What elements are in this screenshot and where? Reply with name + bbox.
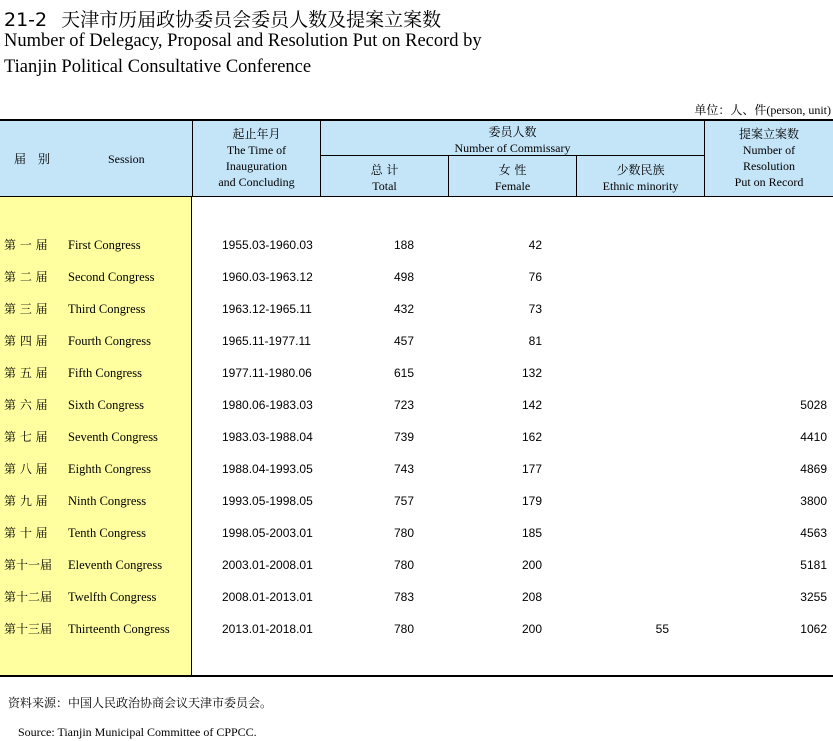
cell-female: 81: [528, 334, 542, 348]
table-top-border: [0, 119, 833, 121]
table-row: [0, 237, 833, 269]
cell-total: 723: [393, 398, 414, 412]
header-time: [193, 126, 320, 190]
cell-session-cn: 第十一届: [4, 558, 53, 572]
header-female: [449, 162, 576, 194]
unit-en: (person, unit): [766, 103, 831, 117]
cell-female: 142: [521, 398, 542, 412]
cell-period: 1988.04-1993.05: [222, 462, 313, 476]
source-en: Source: Tianjin Municipal Committee of CPPCC.: [18, 725, 257, 739]
cell-session-cn: 第 九 届: [4, 494, 48, 508]
cell-session-en: First Congress: [68, 238, 141, 252]
table-row: [0, 365, 833, 397]
cell-total: 783: [393, 590, 414, 604]
page-title-cn: [4, 5, 441, 32]
header-time-en2: Inauguration: [225, 159, 288, 173]
cell-session-en: Sixth Congress: [68, 398, 145, 412]
cell-female: 42: [528, 238, 542, 252]
cell-period: 1955.03-1960.03: [222, 238, 313, 252]
header-proposal-cn: 提案立案数: [738, 127, 799, 141]
table-number: 21-2: [4, 9, 48, 31]
cell-proposal: 4410: [800, 430, 827, 444]
table-row: [0, 525, 833, 557]
cell-period: 2013.01-2018.01: [222, 622, 313, 636]
cell-total: 743: [393, 462, 414, 476]
cell-period: 1980.06-1983.03: [222, 398, 313, 412]
header-commissary: [321, 124, 704, 156]
cell-session-en: Third Congress: [68, 302, 146, 316]
cell-session-en: Eleventh Congress: [68, 558, 163, 572]
header-female-en: Female: [494, 179, 531, 193]
cell-total: 432: [393, 302, 414, 316]
cell-session-cn: 第 七 届: [4, 430, 48, 444]
cell-period: 1983.03-1988.04: [222, 430, 313, 444]
table-row: [0, 397, 833, 429]
cell-total: 780: [393, 558, 414, 572]
cell-proposal: 1062: [800, 622, 827, 636]
page-title-en-line1: Number of Delegacy, Proposal and Resolution Put on Record by: [4, 31, 482, 51]
cell-total: 188: [393, 238, 414, 252]
table-row: [0, 461, 833, 493]
cell-female: 179: [521, 494, 542, 508]
cell-session-cn: 第 四 届: [4, 334, 48, 348]
cell-session-cn: 第 五 届: [4, 366, 48, 380]
cell-session-cn: 第十三届: [4, 622, 53, 636]
table-row: [0, 557, 833, 589]
cell-total: 457: [393, 334, 414, 348]
header-total-en: Total: [372, 179, 397, 193]
cell-female: 208: [521, 590, 542, 604]
cell-proposal: 3255: [800, 590, 827, 604]
header-ethnic-cn: 少数民族: [616, 163, 665, 177]
header-session-en: Session: [108, 152, 145, 166]
header-ethnic-en: Ethnic minority: [602, 179, 679, 193]
cell-session-cn: 第 八 届: [4, 462, 48, 476]
table-bottom-border: [0, 675, 833, 677]
cell-female: 185: [521, 526, 542, 540]
unit-label: [694, 101, 831, 118]
source-cn: 资料来源：中国人民政治协商会议天津市委员会。: [8, 696, 273, 710]
cell-session-cn: 第 三 届: [4, 302, 48, 316]
cell-female: 177: [521, 462, 542, 476]
cell-session-en: Seventh Congress: [68, 430, 158, 444]
table-row: [0, 333, 833, 365]
cell-total: 757: [393, 494, 414, 508]
header-commissary-cn: 委员人数: [488, 125, 537, 139]
cell-session-en: Tenth Congress: [68, 526, 146, 540]
table-row: [0, 269, 833, 301]
cell-proposal: 4869: [800, 462, 827, 476]
cell-female: 200: [521, 622, 542, 636]
header-proposal: [705, 126, 833, 190]
header-proposal-en3: Put on Record: [734, 175, 804, 189]
cell-female: 162: [521, 430, 542, 444]
cell-total: 739: [393, 430, 414, 444]
cell-session-en: Thirteenth Congress: [68, 622, 170, 636]
cell-session-en: Twelfth Congress: [68, 590, 157, 604]
cell-period: 1993.05-1998.05: [222, 494, 313, 508]
cell-session-en: Fourth Congress: [68, 334, 151, 348]
cell-total: 615: [393, 366, 414, 380]
cell-session-cn: 第 六 届: [4, 398, 48, 412]
header-time-en1: The Time of: [226, 143, 287, 157]
cell-session-en: Second Congress: [68, 270, 155, 284]
cell-period: 1963.12-1965.11: [222, 302, 312, 316]
cell-total: 780: [393, 526, 414, 540]
cell-period: 1977.11-1980.06: [222, 366, 312, 380]
cell-period: 1960.03-1963.12: [222, 270, 313, 284]
header-female-cn: 女 性: [498, 163, 527, 177]
header-proposal-en2: Resolution: [742, 159, 795, 173]
cell-period: 2008.01-2013.01: [222, 590, 313, 604]
cell-proposal: 5181: [800, 558, 827, 572]
header-time-cn: 起止年月: [232, 127, 281, 141]
cell-total: 498: [393, 270, 414, 284]
header-total-cn: 总 计: [370, 163, 399, 177]
cell-female: 76: [528, 270, 542, 284]
cell-session-en: Eighth Congress: [68, 462, 151, 476]
cell-session-cn: 第 二 届: [4, 270, 48, 284]
cell-session-cn: 第 一 届: [4, 238, 48, 252]
cell-session-cn: 第十二届: [4, 590, 53, 604]
cell-proposal: 4563: [800, 526, 827, 540]
table-row: [0, 301, 833, 333]
header-commissary-en: Number of Commissary: [454, 141, 571, 155]
page-title-en-line2: Tianjin Political Consultative Conference: [4, 57, 312, 77]
table-row: [0, 493, 833, 525]
unit-cn: 单位：人、件: [694, 103, 767, 117]
table-row: [0, 429, 833, 461]
cell-ethnic-minority: 55: [655, 622, 669, 636]
header-session-cn: 届 别: [14, 152, 51, 166]
header-proposal-en1: Number of: [742, 143, 796, 157]
cell-female: 73: [528, 302, 542, 316]
cell-period: 1965.11-1977.11: [222, 334, 311, 348]
cell-session-en: Fifth Congress: [68, 366, 142, 380]
title-cn-text: 天津市历届政协委员会委员人数及提案立案数: [61, 9, 442, 31]
table-row: [0, 621, 833, 653]
cell-female: 132: [521, 366, 542, 380]
cell-proposal: 5028: [800, 398, 827, 412]
header-ethnic: [577, 162, 704, 194]
table-row: [0, 589, 833, 621]
cell-period: 2003.01-2008.01: [222, 558, 313, 572]
cell-session-en: Ninth Congress: [68, 494, 147, 508]
cell-session-cn: 第 十 届: [4, 526, 48, 540]
header-time-en3: and Concluding: [218, 175, 295, 189]
cell-period: 1998.05-2003.01: [222, 526, 313, 540]
header-bottom-border: [0, 196, 833, 197]
cell-total: 780: [393, 622, 414, 636]
cell-female: 200: [521, 558, 542, 572]
header-total: [321, 162, 448, 194]
cell-proposal: 3800: [800, 494, 827, 508]
